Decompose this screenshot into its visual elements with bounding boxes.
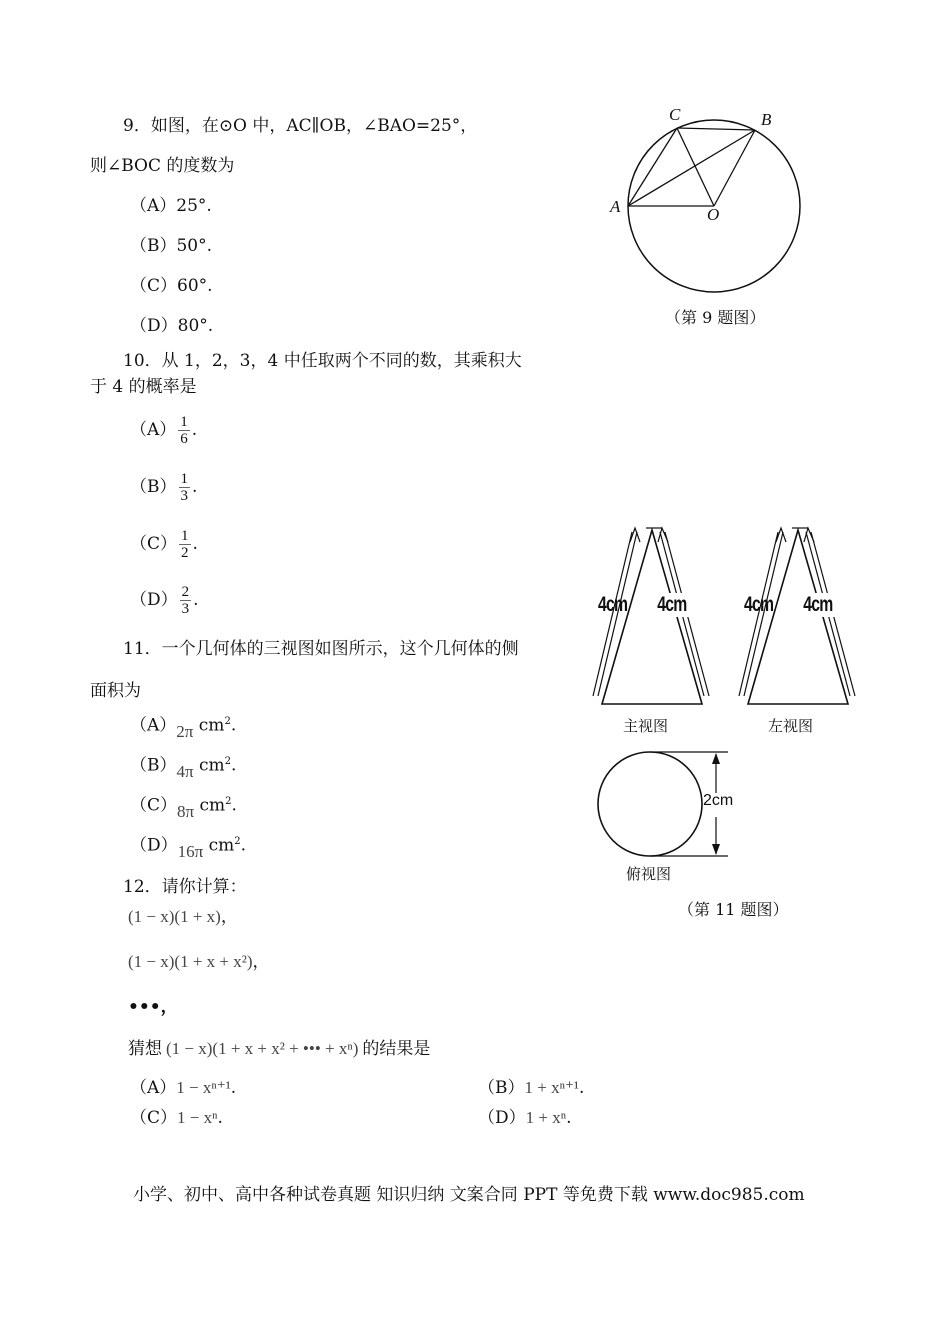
numerator: 1 <box>181 528 189 544</box>
arrow-head-down <box>712 844 720 855</box>
coefficient: 16π <box>177 841 204 861</box>
q12-ellipsis: •••， <box>128 997 178 1017</box>
numerator: 1 <box>180 471 188 487</box>
exponent: 2 <box>225 796 232 807</box>
label-text: 4cm <box>803 593 833 616</box>
period: . <box>217 1108 223 1128</box>
front-view-side-label: 4cm <box>598 593 628 616</box>
left-view-side-label: 4cm <box>744 593 774 616</box>
option-label: （C） <box>130 795 178 816</box>
q11-option-c <box>130 791 237 821</box>
q10-option-d <box>130 582 199 618</box>
top-view-caption: 俯视图 <box>626 865 672 883</box>
q9-option-c: （C）60°. <box>130 276 213 296</box>
point-o-label: O <box>707 205 720 224</box>
numerator: 2 <box>181 584 190 600</box>
q11-option-d <box>130 831 247 861</box>
segment-ab <box>628 130 755 206</box>
unit: cm <box>199 795 226 816</box>
period: . <box>230 715 237 736</box>
q9-circle-figure <box>600 100 820 300</box>
expression: (1 − x)(1 + x + x²) <box>128 952 253 971</box>
guess-expression: (1 − x)(1 + x + x² + ••• + xⁿ) <box>166 1039 359 1058</box>
page-footer: 小学、初中、高中各种试卷真题 知识归纳 文案合同 PPT 等免费下载 www.doc985.com <box>133 1185 805 1205</box>
fraction <box>179 528 191 561</box>
q10-option-c <box>130 526 198 562</box>
segment-co <box>677 128 714 206</box>
label-text: 4cm <box>657 593 687 616</box>
period: . <box>193 590 199 610</box>
period: . <box>192 534 198 554</box>
q12-option-a <box>130 1077 236 1099</box>
period: . <box>240 835 247 856</box>
option-label: （A） <box>130 1078 177 1098</box>
q10-option-b <box>130 469 197 505</box>
q11-option-b <box>130 751 237 781</box>
period: . <box>191 420 198 440</box>
q10-option-d-label: （D） <box>130 590 178 610</box>
q11-stem-line2: 面积为 <box>90 681 141 701</box>
guess-suffix: 的结果是 <box>362 1039 431 1059</box>
unit: cm <box>208 835 235 856</box>
q10-stem-line1: 10．从 1，2，3，4 中任取两个不同的数，其乘积大 <box>123 351 522 371</box>
option-label: （B） <box>130 755 177 776</box>
fraction <box>180 584 192 617</box>
expression: 1 − xⁿ <box>177 1108 218 1127</box>
q11-figure-caption: （第 11 题图） <box>678 900 789 919</box>
exponent: 2 <box>224 716 231 727</box>
unit: cm <box>198 715 225 736</box>
q10-option-b-label: （B） <box>130 477 177 497</box>
fraction <box>178 414 190 447</box>
q12-stem: 12．请你计算： <box>123 877 247 897</box>
point-a-label: A <box>610 197 621 216</box>
diameter-label: 2cm <box>703 792 734 809</box>
comma: ， <box>252 952 270 972</box>
coefficient: 4π <box>176 761 194 781</box>
coefficient: 2π <box>176 721 194 741</box>
option-label: （D） <box>478 1108 526 1128</box>
q12-option-d <box>478 1107 572 1129</box>
point-c-label: C <box>669 105 681 124</box>
q10-stem-line2: 于 4 的概率是 <box>90 377 197 397</box>
q11-option-a <box>130 711 237 741</box>
q9-figure-caption: （第 9 题图） <box>665 308 766 327</box>
segment-ac <box>628 128 677 206</box>
exponent: 2 <box>224 756 232 767</box>
q9-stem-line1: 9．如图，在⊙O 中，AC∥OB，∠BAO=25°， <box>123 116 478 136</box>
top-view-circle <box>598 752 702 856</box>
q9-option-a: （A）25°. <box>130 196 212 216</box>
arrow-head-up <box>712 753 720 764</box>
exponent: 2 <box>234 836 241 847</box>
guess-prefix: 猜想 <box>128 1039 162 1059</box>
period: . <box>231 755 237 776</box>
q12-expression-2 <box>128 951 270 973</box>
q12-expression-1 <box>128 906 238 928</box>
period: . <box>566 1108 572 1128</box>
left-view-caption: 左视图 <box>768 717 814 735</box>
expression: (1 − x)(1 + x) <box>128 907 221 926</box>
fraction <box>179 471 191 504</box>
q12-guess-line <box>128 1038 430 1060</box>
q10-option-c-label: （C） <box>130 534 178 554</box>
option-label: （B） <box>478 1078 525 1098</box>
comma: ， <box>220 907 238 927</box>
denominator: 3 <box>181 601 190 617</box>
q11-stem-line1: 11．一个几何体的三视图如图所示，这个几何体的侧 <box>123 639 519 659</box>
period: . <box>192 477 198 497</box>
option-label: （C） <box>130 1108 178 1128</box>
expression: 1 − xⁿ⁺¹ <box>176 1078 231 1097</box>
q9-stem-line2: 则∠BOC 的度数为 <box>90 156 235 176</box>
denominator: 3 <box>180 488 188 504</box>
unit: cm <box>199 755 225 776</box>
period: . <box>230 1078 237 1098</box>
front-view-caption: 主视图 <box>623 717 669 735</box>
segment-cb <box>677 128 755 130</box>
front-view-side-label-right <box>657 593 694 617</box>
q12-option-c <box>130 1107 223 1129</box>
left-view-side-label-right <box>803 593 840 617</box>
numerator: 1 <box>180 414 188 430</box>
period: . <box>579 1078 585 1098</box>
q9-option-b: （B）50°. <box>130 236 213 256</box>
arrow-head <box>804 528 814 542</box>
q10-option-a-label: （A） <box>130 420 177 440</box>
denominator: 6 <box>180 431 188 447</box>
option-label: （A） <box>130 715 177 736</box>
arrow-head <box>658 528 668 542</box>
coefficient: 8π <box>177 801 195 821</box>
segment-ob <box>714 130 755 206</box>
q10-option-a <box>130 412 197 448</box>
q9-option-d: （D）80°. <box>130 316 214 336</box>
point-b-label: B <box>761 110 772 129</box>
expression: 1 + xⁿ <box>525 1108 567 1127</box>
option-label: （D） <box>130 835 178 856</box>
period: . <box>231 795 237 816</box>
denominator: 2 <box>181 545 189 561</box>
expression: 1 + xⁿ⁺¹ <box>524 1078 580 1097</box>
q12-option-b <box>478 1077 584 1099</box>
